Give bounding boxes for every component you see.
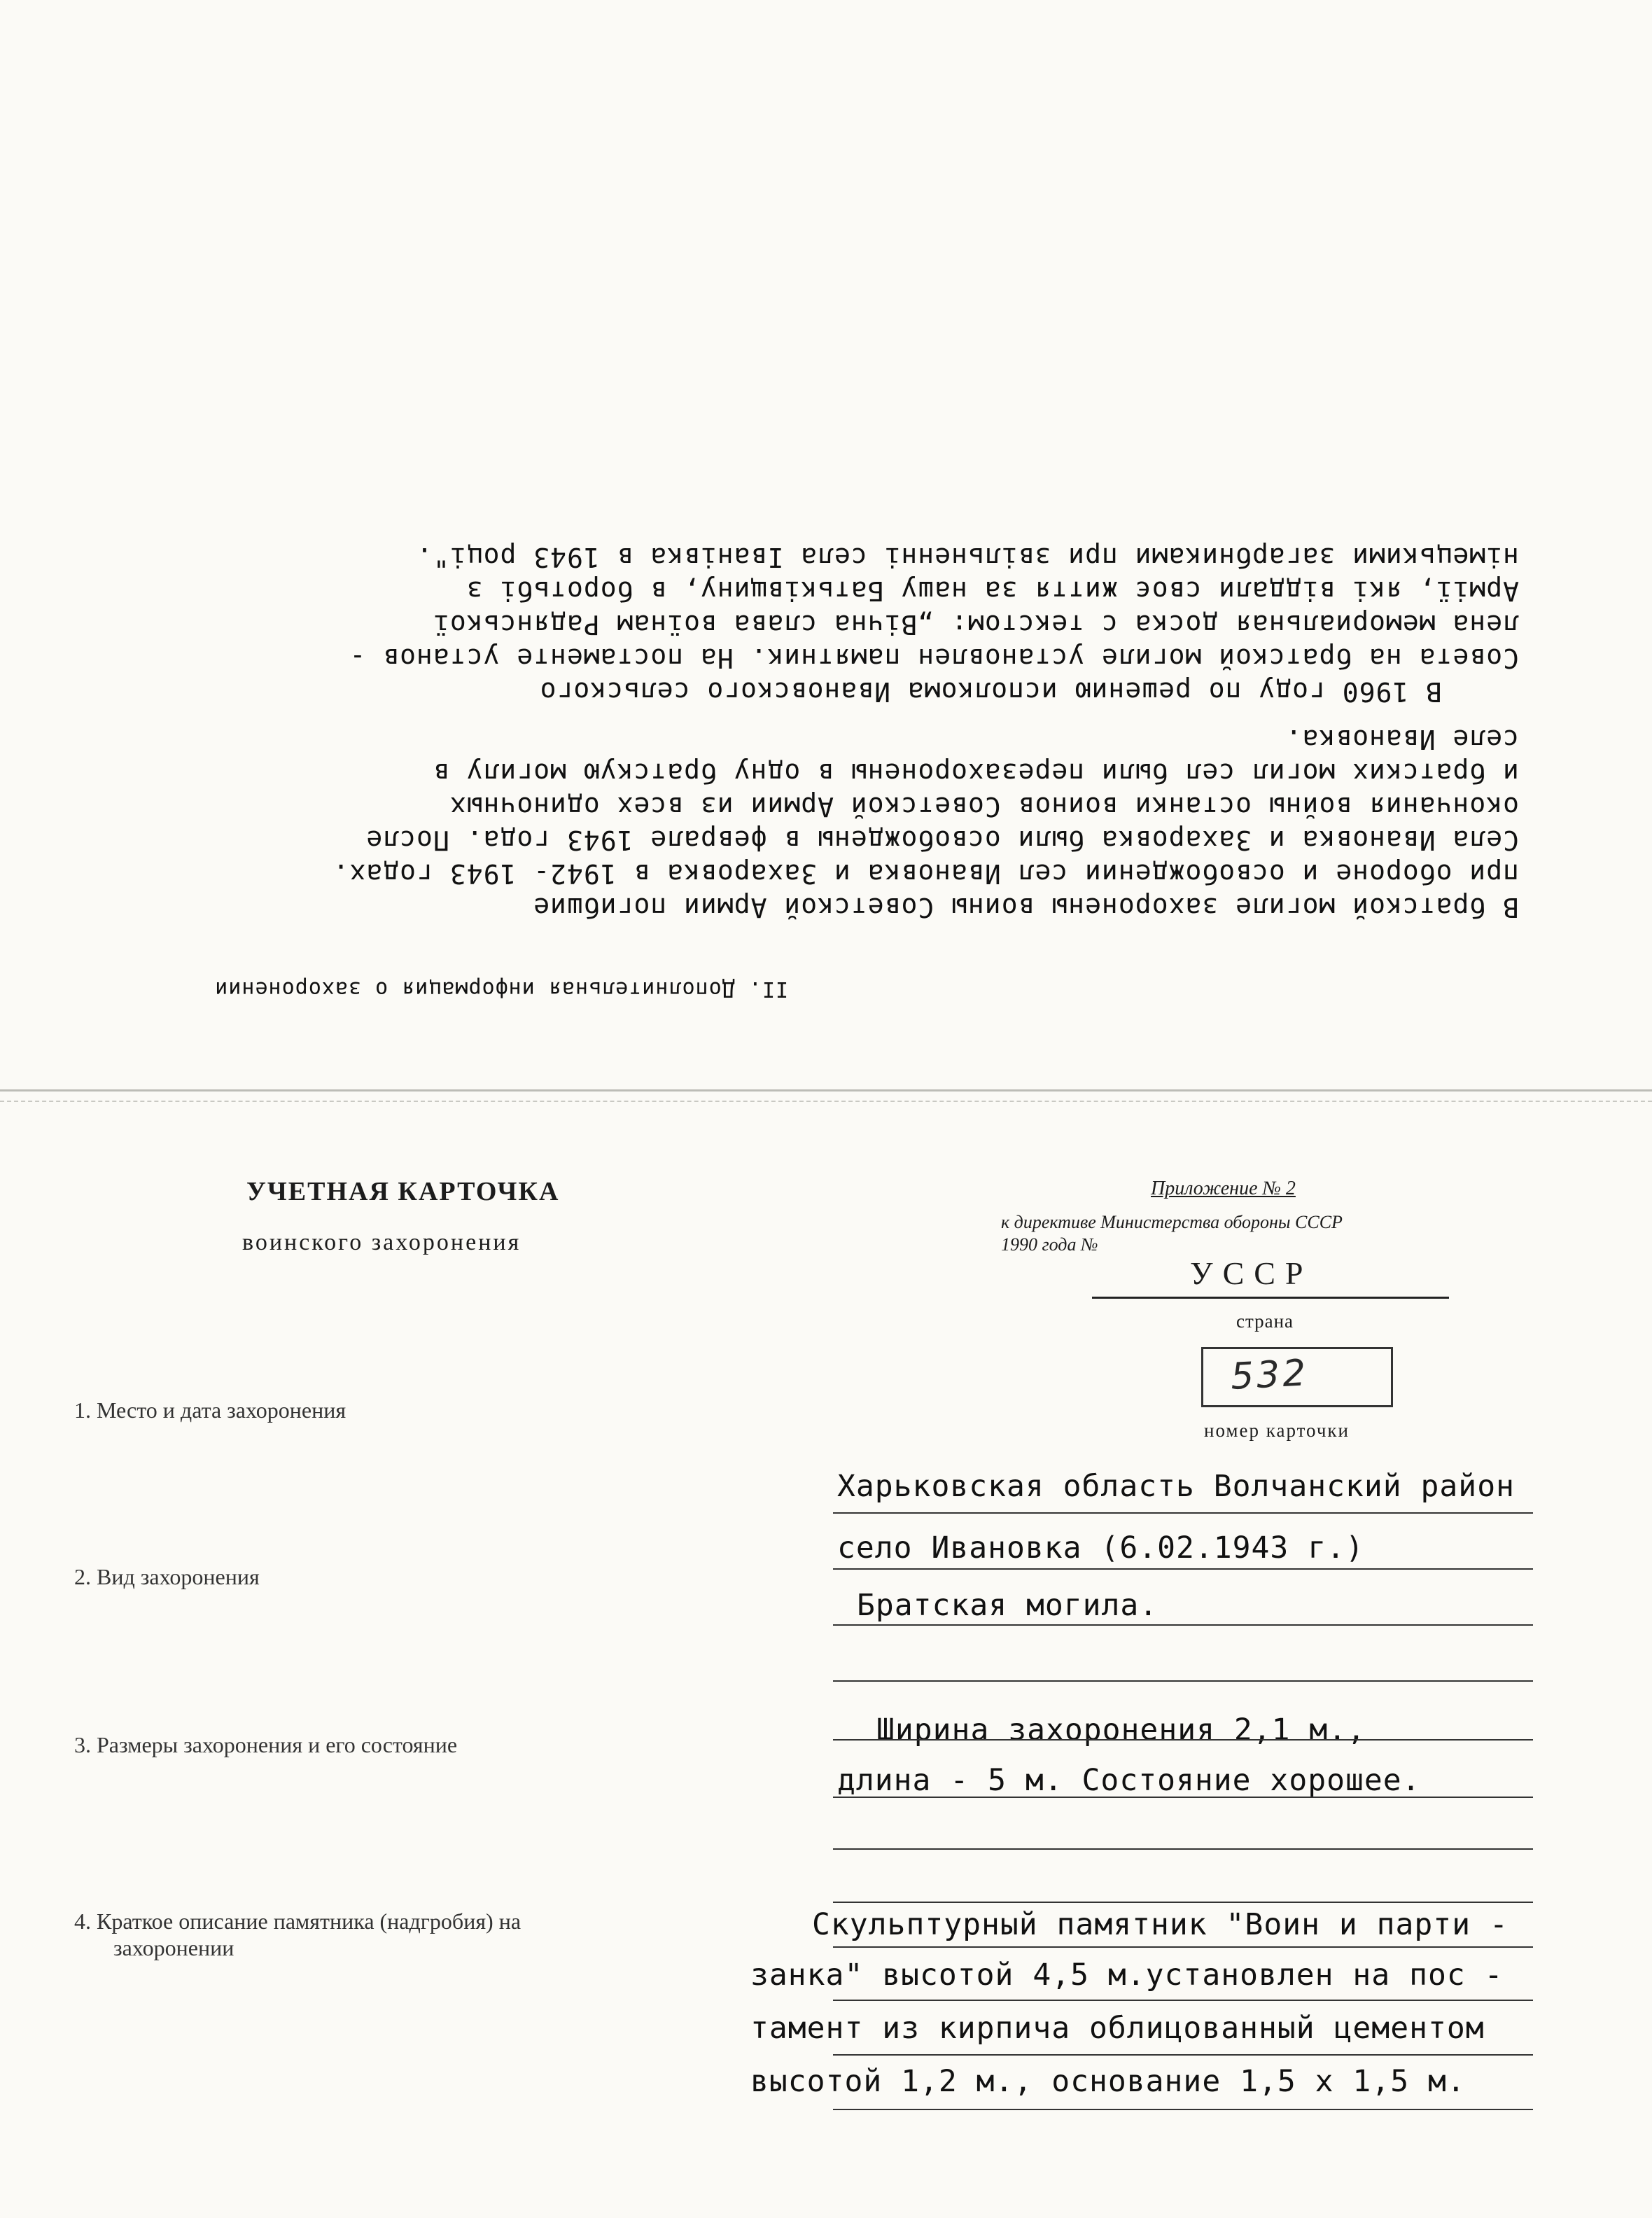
field-label-monument: 4. Краткое описание памятника (надгробия) на bbox=[74, 1909, 522, 1934]
field-value-line: занка" высотой 4,5 м.установлен на пос - bbox=[750, 1958, 1504, 1993]
field-underline bbox=[833, 1797, 1533, 1798]
field-value-line: Братская могила. bbox=[857, 1588, 1158, 1623]
field-underline bbox=[833, 2000, 1533, 2001]
field-underline bbox=[833, 2109, 1533, 2110]
field-value-line: Скульптурный памятник "Воин и парти - bbox=[812, 1907, 1508, 1942]
back-text-line: Армії, якi вiддали своє життя за нашу Батькiвщину, в боротьбi з bbox=[465, 576, 1519, 606]
directive-reference bbox=[1001, 1211, 1491, 1256]
field-underline bbox=[833, 2054, 1533, 2056]
field-label-dimensions: 3. Размеры захоронения и его состояние bbox=[74, 1732, 458, 1757]
field-underline bbox=[833, 1624, 1533, 1626]
back-text-line: В братской могиле захоронены воины Советской Армии погибшие bbox=[533, 892, 1519, 923]
back-text-line: лена мемориальная доска с текстом: „Вiчна слава воїнам Радянської bbox=[432, 609, 1519, 640]
field-value-line: Ширина захоронения 2,1 м., bbox=[876, 1713, 1366, 1748]
card-number: 532 bbox=[1229, 1352, 1310, 1398]
country-underline bbox=[1092, 1297, 1449, 1299]
back-text-line: Совета на братской могиле установлен памятник. На постаменте установ - bbox=[349, 643, 1519, 674]
back-text-line: при обороне и освобождении сел Ивановка и Захаровка в 1942- 1943 годах. bbox=[332, 858, 1519, 889]
field-value-line: Харьковская область Волчанский район bbox=[837, 1469, 1515, 1504]
field-label-monument-cont: захоронении bbox=[113, 1935, 234, 1960]
annex-label: Приложение № 2 bbox=[1151, 1178, 1296, 1199]
field-value-line: длина - 5 м. Состояние хорошее. bbox=[837, 1763, 1421, 1798]
field-underline bbox=[833, 1848, 1533, 1850]
back-section-heading: II. Дополнительная информация о захоронении bbox=[214, 977, 788, 1001]
country-label: страна bbox=[1236, 1311, 1294, 1332]
field-label-burial-type: 2. Вид захоронения bbox=[74, 1564, 260, 1589]
field-label-place-date: 1. Место и дата захоронения bbox=[74, 1397, 346, 1423]
back-text-line: В 1960 году по решению исполкома Ивановского сельского bbox=[539, 676, 1442, 707]
back-side-upside-down bbox=[0, 0, 1652, 1078]
card-subtitle: воинского захоронения bbox=[242, 1229, 522, 1255]
field-value-line: высотой 1,2 м., основание 1,5 х 1,5 м. bbox=[750, 2064, 1466, 2099]
field-underline bbox=[833, 1946, 1533, 1948]
field-underline bbox=[833, 1902, 1533, 1903]
back-text-line: и братских могил сел были перезахоронены в одну братскую могилу в bbox=[432, 758, 1519, 788]
card-title: УЧЕТНАЯ КАРТОЧКА bbox=[246, 1177, 560, 1206]
field-underline bbox=[833, 1680, 1533, 1682]
card-number-label: номер карточки bbox=[1204, 1420, 1350, 1441]
back-text-line: селе Ивановка. bbox=[1284, 724, 1519, 755]
field-value-line: село Ивановка (6.02.1943 г.) bbox=[837, 1530, 1364, 1565]
directive-line: 1990 года № bbox=[1001, 1234, 1098, 1255]
fold-line-dashed bbox=[0, 1101, 1652, 1102]
field-value-line: тамент из кирпича облицованный цементом bbox=[750, 2011, 1485, 2046]
field-underline bbox=[833, 1568, 1533, 1570]
directive-line: к директиве Министерства обороны СССР bbox=[1001, 1212, 1343, 1232]
back-text-line: нiмецькими загарбниками при звiльненнi села Iванiвка в 1943 роцi". bbox=[416, 542, 1519, 573]
fold-line bbox=[0, 1089, 1652, 1091]
field-underline bbox=[833, 1739, 1533, 1741]
field-underline bbox=[833, 1512, 1533, 1514]
back-text-line: Села Ивановка и Захаровка были освобождены в феврале 1943 года. После bbox=[365, 825, 1519, 856]
back-text-line: окончания войны останки воинов Советской Армии из всех одиночных bbox=[449, 791, 1519, 822]
country-value: УССР bbox=[1190, 1255, 1313, 1291]
